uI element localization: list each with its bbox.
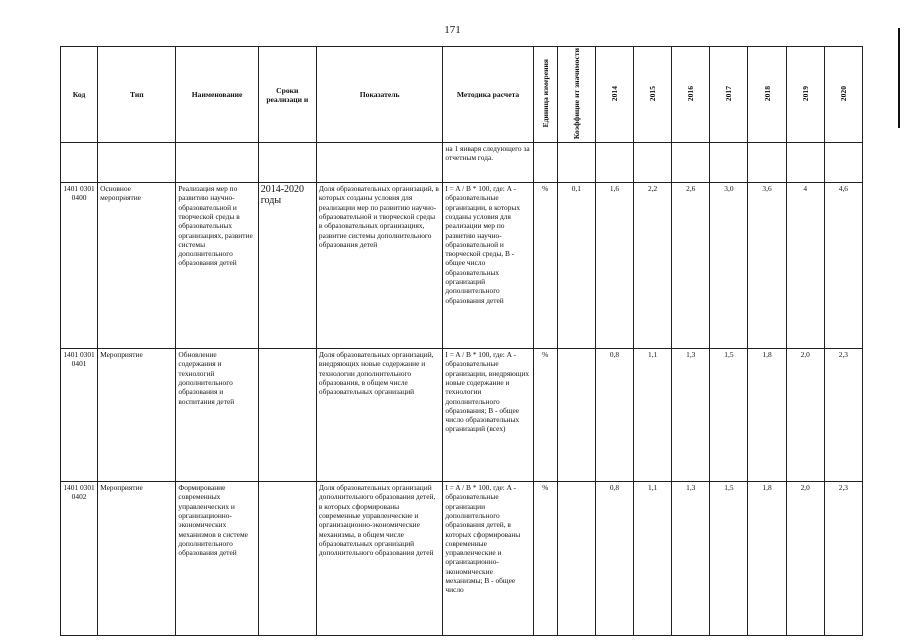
metodika-cell: I = A / B * 100, где: A - образовательные организации, внедряющих новые содержание и технологии дополнительного образования; B - общее число образовательных организаций (всех) xyxy=(443,349,533,482)
value-cell: 1,5 xyxy=(710,482,748,636)
header-year xyxy=(710,47,748,143)
header-edinica-text: Единица измерения xyxy=(540,59,550,128)
value-cell: 3,0 xyxy=(710,183,748,349)
header-row xyxy=(61,47,863,143)
pokazatel-cell: Доля образовательных организаций, в которых созданы условия для реализации мер по развитию научно-образовательной и творческой среды в образовательных организациях, развитие системы дополнительного образования детей xyxy=(316,183,442,349)
value-cell: 2,3 xyxy=(824,349,862,482)
tip-cell: Мероприятие xyxy=(98,482,176,636)
header-edinica xyxy=(533,47,557,143)
value-cell: 1,8 xyxy=(748,349,786,482)
value-cell: 1,1 xyxy=(634,482,672,636)
tip-cell: Основное мероприятие xyxy=(98,183,176,349)
continuation-row xyxy=(61,143,863,183)
value-cell: 1,3 xyxy=(672,349,710,482)
table-row xyxy=(61,183,863,349)
header-metodika: Методика расчета xyxy=(443,47,533,143)
header-kod: Код xyxy=(61,47,98,143)
koef-cell xyxy=(557,482,595,636)
header-year xyxy=(634,47,672,143)
value-cell: 1,3 xyxy=(672,482,710,636)
header-year-text: 2020 xyxy=(838,85,848,102)
header-year xyxy=(672,47,710,143)
page-number: 171 xyxy=(444,24,461,36)
header-koef-text: Коэффицие нт значимости xyxy=(571,48,581,140)
table-row xyxy=(61,349,863,482)
header-year xyxy=(595,47,633,143)
value-cell: 2,0 xyxy=(786,349,824,482)
value-cell: 1,8 xyxy=(748,482,786,636)
sroki-cell xyxy=(258,349,316,482)
scan-edge-line xyxy=(898,28,900,128)
sroki-cell xyxy=(258,482,316,636)
header-year xyxy=(748,47,786,143)
naimenovanie-cell: Обновление содержания и технологий дополнительного образования и воспитания детей xyxy=(176,349,258,482)
value-cell: 0,8 xyxy=(595,482,633,636)
header-pokazatel: Показатель xyxy=(316,47,442,143)
value-cell: 2,3 xyxy=(824,482,862,636)
value-cell: 4 xyxy=(786,183,824,349)
koef-cell: 0,1 xyxy=(557,183,595,349)
kod-cell: 1401 0301 0402 xyxy=(61,482,98,636)
header-year-text: 2014 xyxy=(609,85,619,102)
value-cell: 3,6 xyxy=(748,183,786,349)
pokazatel-cell: Доля образовательных организаций, внедряющих новые содержание и технологии дополнительного образования, в общем числе образовательных организаций xyxy=(316,349,442,482)
edinica-cell: % xyxy=(533,482,557,636)
kod-cell: 1401 0301 0401 xyxy=(61,349,98,482)
naimenovanie-cell: Формирование современных управленческих и организационно-экономических механизмов в системе дополнительного образования детей xyxy=(176,482,258,636)
header-sroki: Сроки реализаци и xyxy=(258,47,316,143)
value-cell: 2,6 xyxy=(672,183,710,349)
header-year xyxy=(824,47,862,143)
header-koef xyxy=(557,47,595,143)
tip-cell: Мероприятие xyxy=(98,349,176,482)
naimenovanie-cell: Реализация мер по развитию научно-образовательной и творческой среды в образовательных организациях, развитие системы дополнительного образования детей xyxy=(176,183,258,349)
table-row xyxy=(61,482,863,636)
pokazatel-cell: Доля образовательных организаций дополнительного образования детей, в которых сформированы современные управленческие и организационно-экономические механизмы, в общем числе образовательных организаций дополнительного образования детей xyxy=(316,482,442,636)
header-year-text: 2018 xyxy=(762,85,772,102)
value-cell: 1,1 xyxy=(634,349,672,482)
header-year-text: 2019 xyxy=(800,85,810,102)
header-year-text: 2016 xyxy=(686,85,696,102)
value-cell: 4,6 xyxy=(824,183,862,349)
header-year-text: 2017 xyxy=(724,85,734,102)
metodika-cell: на 1 января следующего за отчетным года. xyxy=(443,143,533,183)
koef-cell xyxy=(557,349,595,482)
value-cell: 1,5 xyxy=(710,349,748,482)
sroki-cell: 2014-2020 годы xyxy=(258,183,316,349)
metodika-cell: I = A / B * 100, где: A - образовательные организации дополнительного образования детей, в которых сформированы современные управленческие и организационно-экономические механизмы; B - общее число xyxy=(443,482,533,636)
value-cell: 2,0 xyxy=(786,482,824,636)
edinica-cell: % xyxy=(533,183,557,349)
value-cell: 0,8 xyxy=(595,349,633,482)
indicators-table xyxy=(60,46,863,636)
header-year-text: 2015 xyxy=(648,85,658,102)
edinica-cell: % xyxy=(533,349,557,482)
header-tip: Тип xyxy=(98,47,176,143)
metodika-cell: I = A / B * 100, где: A - образовательные организации, в которых созданы условия для реализации мер по развитию научно-образовательной и творческой среды, B - общее число образовательных организаций дополнительного образования детей xyxy=(443,183,533,349)
header-year xyxy=(786,47,824,143)
header-naimenovanie: Наименование xyxy=(176,47,258,143)
kod-cell: 1401 0301 0400 xyxy=(61,183,98,349)
value-cell: 2,2 xyxy=(634,183,672,349)
value-cell: 1,6 xyxy=(595,183,633,349)
